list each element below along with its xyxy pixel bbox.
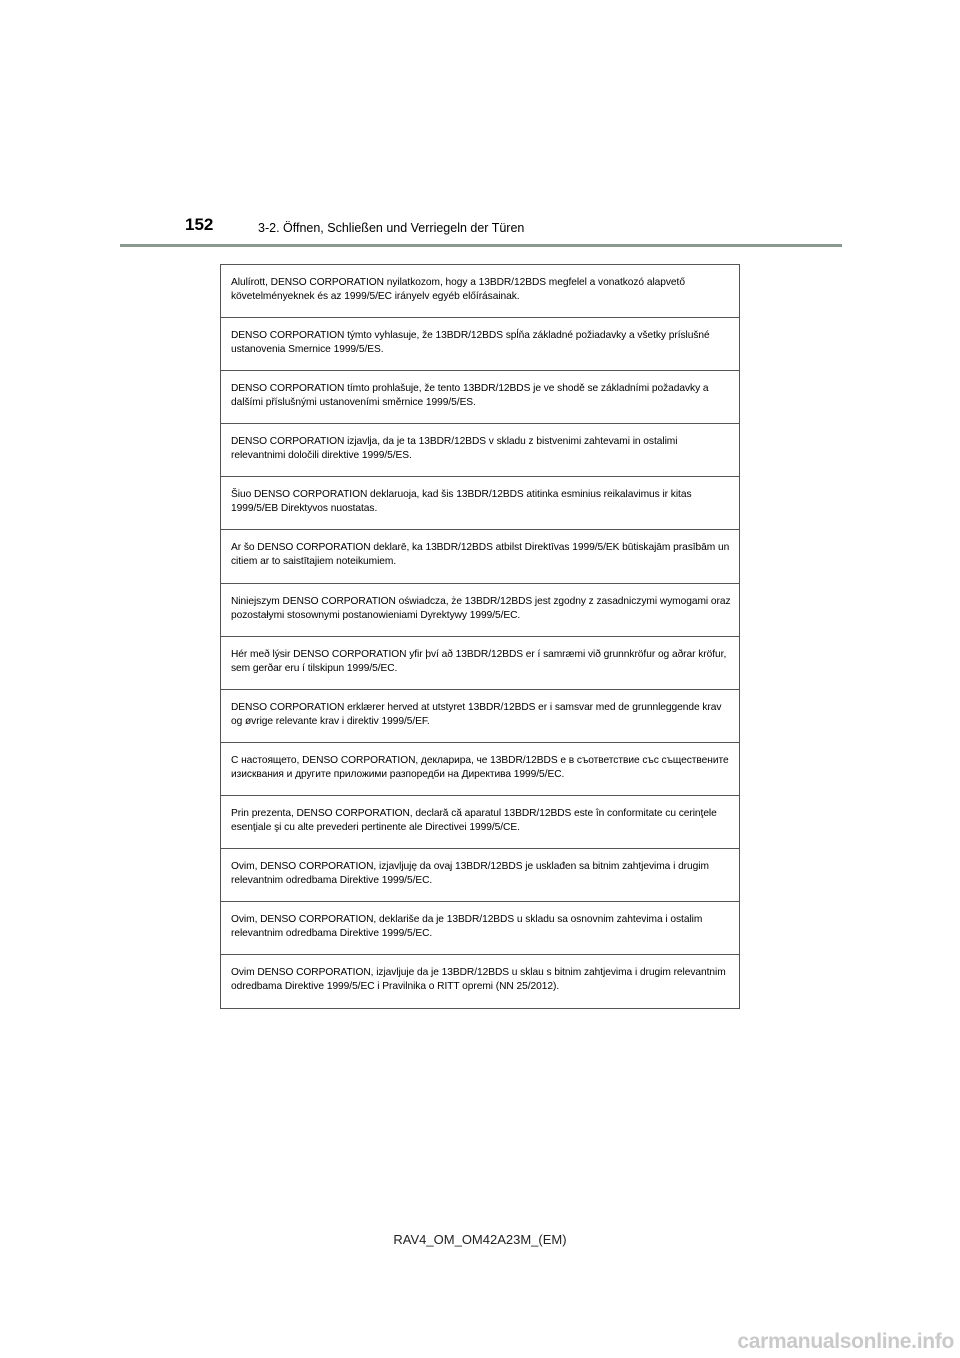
declaration-row-slovak: DENSO CORPORATION týmto vyhlasuje, že 13BDR/12BDS spĺňa základné požiadavky a všetky príslušné ustanovenia Smernice 1999/5/ES. bbox=[221, 318, 739, 371]
page-number: 152 bbox=[185, 215, 214, 234]
document-code: RAV4_OM_OM42A23M_(EM) bbox=[393, 1232, 567, 1247]
declaration-row-icelandic: Hér með lýsir DENSO CORPORATION yfir því að 13BDR/12BDS er í samræmi við grunnkröfur og aðrar kröfur, sem gerðar eru í tilskipun 1999/5/EC. bbox=[221, 637, 739, 690]
section-title: 3-2. Öffnen, Schließen und Verriegeln der Türen bbox=[258, 221, 525, 235]
declaration-row-slovenian: DENSO CORPORATION izjavlja, da je ta 13BDR/12BDS v skladu z bistvenimi zahtevami in ostalimi relevantnimi določili direktive 1999/5/ES. bbox=[221, 424, 739, 477]
declaration-row-norwegian: DENSO CORPORATION erklærer herved at utstyret 13BDR/12BDS er i samsvar med de grunnleggende krav og øvrige relevante krav i direktiv 1999/5/EF. bbox=[221, 690, 739, 743]
declaration-table bbox=[220, 264, 740, 1009]
declaration-row-latvian: Ar šo DENSO CORPORATION deklarē, ka 13BDR/12BDS atbilst Direktīvas 1999/5/EK būtiskajām prasībām un citiem ar to saistītajiem noteikumiem. bbox=[221, 530, 739, 583]
declaration-row-romanian: Prin prezenta, DENSO CORPORATION, declară că aparatul 13BDR/12BDS este în conformitate cu cerinţele esenţiale şi cu alte prevederi pertinente ale Directivei 1999/5/CE. bbox=[221, 796, 739, 849]
declaration-row-croatian: Ovim DENSO CORPORATION, izjavljuje da je 13BDR/12BDS u sklau s bitnim zahtjevima i drugim relevantnim odredbama Direktive 1999/5/EC i Pravilnika o RITT opremi (NN 25/2012). bbox=[231, 967, 726, 993]
header-rule bbox=[120, 244, 842, 247]
declaration-row-polish: Niniejszym DENSO CORPORATION oświadcza, że 13BDR/12BDS jest zgodny z zasadniczymi wymogami oraz pozostałymi stosownymi postanowieniami Dyrektywy 1999/5/EC. bbox=[221, 584, 739, 637]
declaration-row-bulgarian: С настоящето, DENSO CORPORATION, декларира, че 13BDR/12BDS е в съответствие със съществените изисквания и другите приложими разпоредби на Директива 1999/5/ЕС. bbox=[221, 743, 739, 796]
declaration-row-serbian: Ovim, DENSO CORPORATION, deklariše da je 13BDR/12BDS u skladu sa osnovnim zahtevima i ostalim relevantnim odredbama Direktive 1999/5/EC. bbox=[221, 902, 739, 955]
watermark: carmanualsonline.info bbox=[737, 1330, 954, 1353]
declaration-row-lithuanian: Šiuo DENSO CORPORATION deklaruoja, kad šis 13BDR/12BDS atitinka esminius reikalavimus ir kitas 1999/5/EB Direktyvos nuostatas. bbox=[221, 477, 739, 530]
declaration-row-czech: DENSO CORPORATION tímto prohlašuje, že tento 13BDR/12BDS je ve shodě se základními požadavky a dalšími příslušnými ustanoveními směrnice 1999/5/ES. bbox=[221, 371, 739, 424]
declaration-row-hungarian: Alulírott, DENSO CORPORATION nyilatkozom, hogy a 13BDR/12BDS megfelel a vonatkozó alapvető követelményeknek és az 1999/5/EC irányelv egyéb előírásainak. bbox=[221, 265, 739, 318]
declaration-row-bosnian: Ovim, DENSO CORPORATION, izjavljuję da ovaj 13BDR/12BDS je usklađen sa bitnim zahtjevima i drugim relevantnim odredbama Direktive 1999/5/EC. bbox=[221, 849, 739, 902]
